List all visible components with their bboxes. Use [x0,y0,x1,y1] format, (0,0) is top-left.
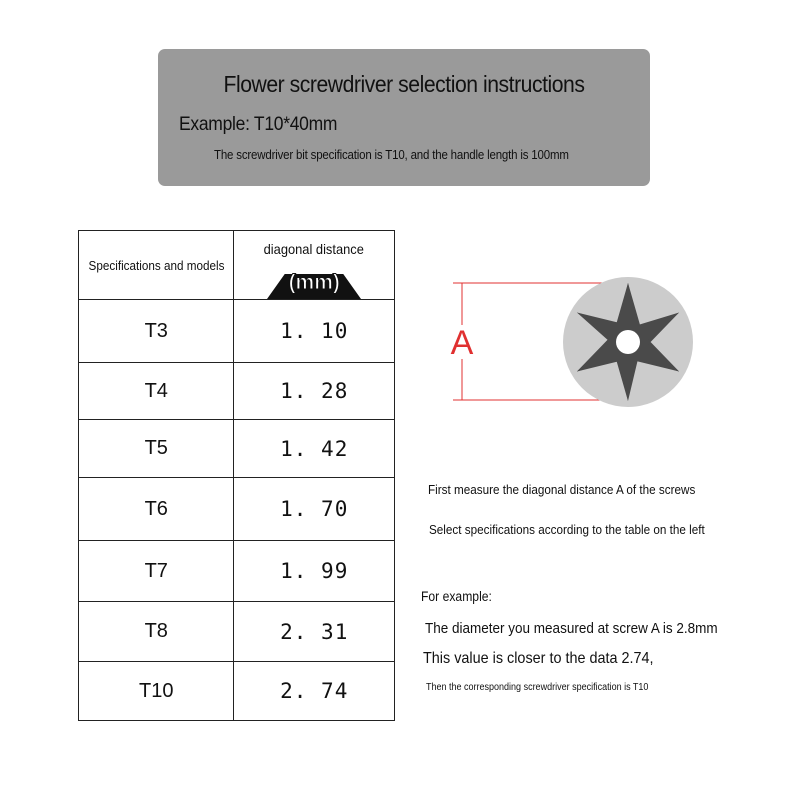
unit-label: (mm) [288,271,340,294]
measure-label-a: A [450,324,474,362]
value-cell: 1. 70 [234,478,395,541]
value-cell: 1. 10 [234,300,395,363]
value-cell: 2. 31 [234,602,395,662]
screw-center-hole [616,330,640,354]
diagonal-label: diagonal distance [264,241,365,257]
table-header-row [79,231,395,300]
header-banner [158,49,650,186]
instruction-step-1: First measure the diagonal distance A of the screws [428,482,696,497]
torx-measurement-diagram [440,275,700,415]
example-description: The screwdriver bit specification is T10, and the handle length is 100mm [214,148,569,162]
value-cell: 2. 74 [234,662,395,721]
instruction-step-2: Select specifications according to the table on the left [429,522,705,537]
model-cell: T4 [79,363,234,420]
model-cell: T10 [79,662,234,721]
model-cell: T5 [79,420,234,478]
column-header-spec: Specifications and models [79,231,234,300]
value-cell: 1. 99 [234,541,395,602]
value-cell: 1. 28 [234,363,395,420]
table-row [79,478,395,541]
model-cell: T7 [79,541,234,602]
example-label: Example: T10*40mm [179,114,338,135]
model-cell: T6 [79,478,234,541]
example-conclusion: Then the corresponding screwdriver specification is T10 [426,682,649,693]
example-heading: For example: [421,589,492,604]
spec-table [78,230,395,721]
model-cell: T8 [79,602,234,662]
table-row [79,541,395,602]
table-row [79,363,395,420]
page-title: Flower screwdriver selection instructions [223,71,585,97]
column-header-diagonal [234,231,395,300]
table-row [79,300,395,363]
table-row [79,420,395,478]
model-cell: T3 [79,300,234,363]
example-comparison: This value is closer to the data 2.74, [423,650,654,667]
table-row [79,662,395,721]
value-cell: 1. 42 [234,420,395,478]
table-row [79,602,395,662]
example-measurement: The diameter you measured at screw A is 2.8mm [425,620,718,637]
